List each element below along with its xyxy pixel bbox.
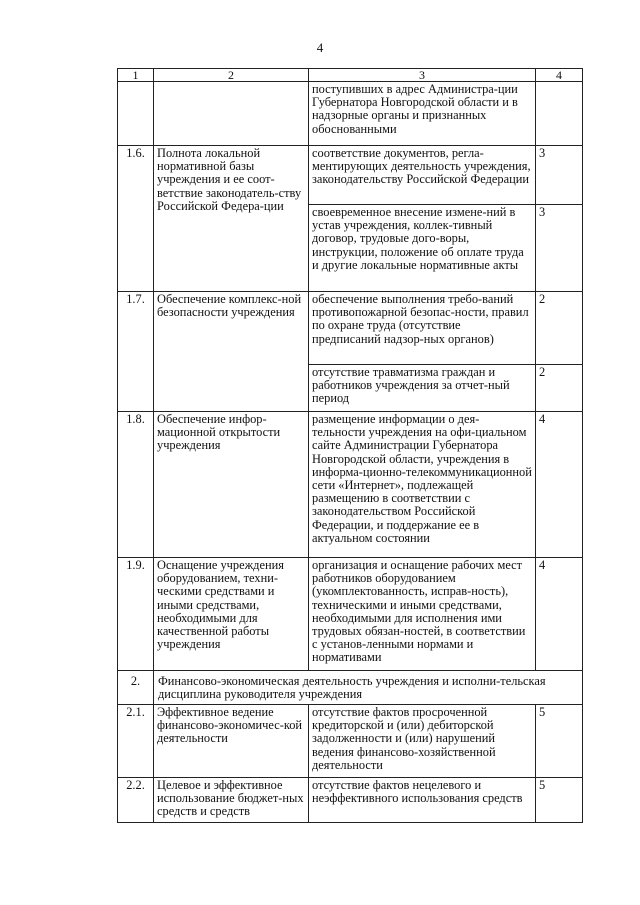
criterion-text: обеспечение выполнения требо-ваний противопожарной безопас-ности, правил по охране труда (отсутствие предписаний надзор-ных органов) (309, 292, 536, 365)
item-number: 1.8. (118, 412, 154, 558)
table-row (118, 292, 583, 365)
criterion-text: отсутствие фактов просроченной кредиторской и (или) дебиторской задолженности и (или) нарушений ведения финансово-хозяйственной деятельности (309, 705, 536, 778)
points-value: 2 (536, 292, 583, 365)
criterion-text: размещение информации о дея-тельности учреждения на офи-циальном сайте Администрации Губернатора Новгородской области, учреждения в информа-ционно-телекоммуникационной сети «Интернет», подлежащей размещению в соответствии с законодательством Российской Федерации, и поддержание ее в актуальном состоянии (309, 412, 536, 558)
points-value: 2 (536, 365, 583, 412)
item-number: 1.7. (118, 292, 154, 412)
points-value: 3 (536, 205, 583, 292)
header-col-2: 2 (154, 69, 309, 82)
table-row (118, 778, 583, 823)
criterion-text: отсутствие фактов нецелевого и неэффективного использования средств (309, 778, 536, 823)
section-title: Финансово-экономическая деятельность учреждения и исполни-тельская дисциплина руководителя учреждения (154, 671, 583, 705)
points-value: 4 (536, 412, 583, 558)
points-value: 4 (536, 558, 583, 671)
table-row-section (118, 671, 583, 705)
indicator-name: Обеспечение инфор-мационной открытости учреждения (154, 412, 309, 558)
header-col-4: 4 (536, 69, 583, 82)
item-number: 1.6. (118, 146, 154, 292)
indicator-name: Целевое и эффективное использование бюджет-ных средств и средств (154, 778, 309, 823)
table-row (118, 146, 583, 205)
table-row (118, 705, 583, 778)
points-value: 5 (536, 705, 583, 778)
item-number: 1.9. (118, 558, 154, 671)
indicator-name: Полнота локальной нормативной базы учреждения и ее соот-ветствие законодатель-ству Российской Федера-ции (154, 146, 309, 292)
section-number: 2. (118, 671, 154, 705)
indicator-name: Эффективное ведение финансово-экономичес-кой деятельности (154, 705, 309, 778)
header-col-1: 1 (118, 69, 154, 82)
criteria-table (117, 68, 583, 823)
criterion-text: поступивших в адрес Администра-ции Губернатора Новгородской области и в надзорные органы и признанных обоснованными (309, 82, 536, 146)
table-header-row (118, 69, 583, 82)
table-row (118, 558, 583, 671)
item-number: 2.1. (118, 705, 154, 778)
header-col-3: 3 (309, 69, 536, 82)
item-number: 2.2. (118, 778, 154, 823)
indicator-name: Обеспечение комплекс-ной безопасности учреждения (154, 292, 309, 412)
indicator-name: Оснащение учреждения оборудованием, техни-ческими средствами и иными средствами, необходимыми для качественной работы учреждения (154, 558, 309, 671)
table-row (118, 412, 583, 558)
points-value: 5 (536, 778, 583, 823)
table-row (118, 82, 583, 146)
points-value: 3 (536, 146, 583, 205)
criterion-text: соответствие документов, регла-ментирующих деятельность учреждения, законодательству Российской Федерации (309, 146, 536, 205)
page-number: 4 (316, 40, 324, 55)
criterion-text: отсутствие травматизма граждан и работников учреждения за отчет-ный период (309, 365, 536, 412)
criterion-text: организация и оснащение рабочих мест работников оборудованием (укомплектованность, исправ-ность), техническими и иными средствами, необходимыми для исполнения ими трудовых обязан-ностей, в соответствии с установ-ленными нормами и нормативами (309, 558, 536, 671)
criterion-text: своевременное внесение измене-ний в устав учреждения, коллек-тивный договор, трудовые дого-воры, инструкции, положение об оплате труда и другие локальные нормативные акты (309, 205, 536, 292)
